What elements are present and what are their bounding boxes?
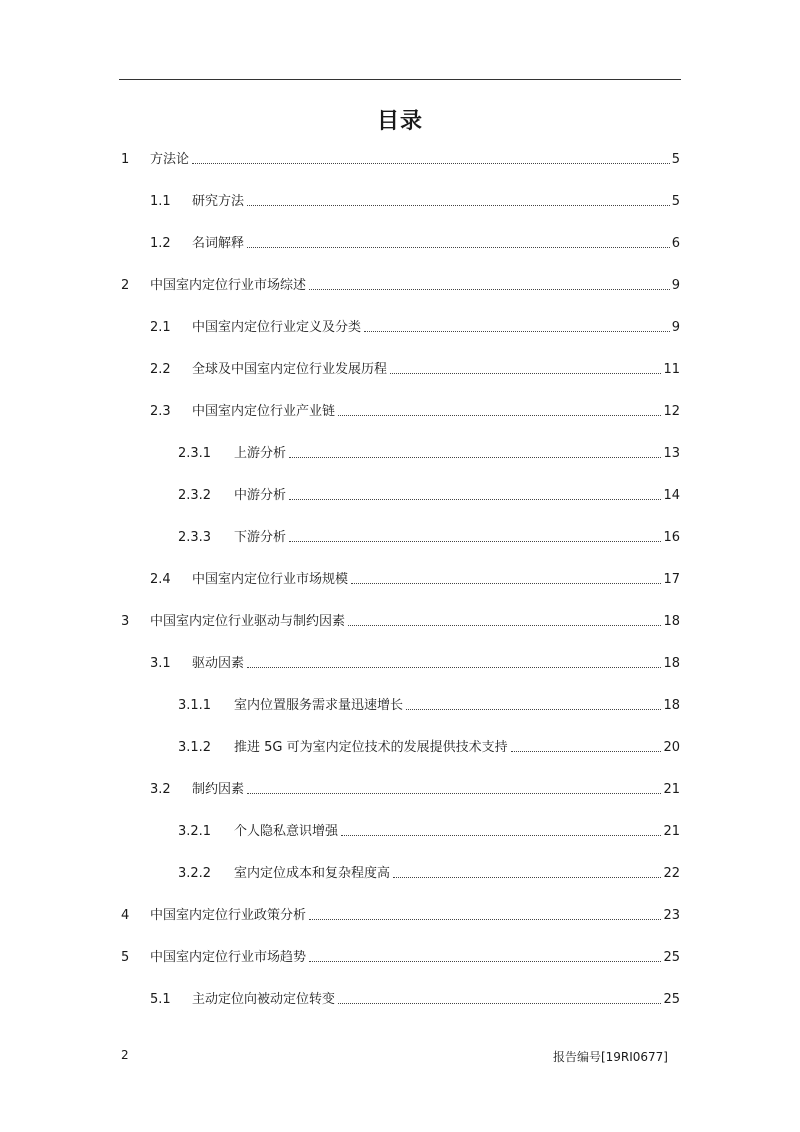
toc-leader-dots xyxy=(309,961,661,962)
toc-entry-number: 2.3.1 xyxy=(178,446,212,461)
header-rule xyxy=(119,79,681,80)
toc-leader-dots xyxy=(348,625,661,626)
toc-leader-dots xyxy=(309,289,670,290)
toc-entry[interactable] xyxy=(150,990,680,1010)
toc-entry-label: 上游分析 xyxy=(234,446,287,461)
toc-leader-dots xyxy=(338,415,661,416)
toc-entry-number: 3.2.1 xyxy=(178,824,212,839)
toc-entry[interactable] xyxy=(178,696,680,716)
toc-entry-label: 下游分析 xyxy=(234,530,287,545)
toc-entry[interactable] xyxy=(178,444,680,464)
toc-entry-number: 1.2 xyxy=(150,236,171,251)
toc-entry-page: 21 xyxy=(663,782,680,797)
toc-entry[interactable] xyxy=(178,864,680,884)
toc-entry-page: 22 xyxy=(663,866,680,881)
toc-entry-page: 16 xyxy=(663,530,680,545)
toc-entry-number: 3.1 xyxy=(150,656,171,671)
toc-entry-page: 14 xyxy=(663,488,680,503)
toc-leader-dots xyxy=(247,247,670,248)
toc-entry-label: 方法论 xyxy=(150,152,190,167)
toc-entry[interactable] xyxy=(150,318,680,338)
toc-entry[interactable] xyxy=(150,654,680,674)
toc-leader-dots xyxy=(351,583,661,584)
toc-entry[interactable] xyxy=(150,192,680,212)
toc-entry-page: 9 xyxy=(671,320,680,335)
toc-leader-dots xyxy=(338,1003,661,1004)
toc-entry-label: 全球及中国室内定位行业发展历程 xyxy=(192,362,388,377)
footer-page-number: 2 xyxy=(121,1048,129,1062)
toc-entry-page: 5 xyxy=(671,152,680,167)
toc-leader-dots xyxy=(309,919,661,920)
toc-entry[interactable] xyxy=(121,948,680,968)
toc-entry-label: 制约因素 xyxy=(192,782,245,797)
toc-entry-page: 20 xyxy=(663,740,680,755)
toc-entry-number: 3 xyxy=(121,614,130,629)
toc-entry-page: 25 xyxy=(663,950,680,965)
toc-title: 目录 xyxy=(376,109,423,134)
toc-entry-label: 中国室内定位行业市场规模 xyxy=(192,572,349,587)
toc-entry[interactable] xyxy=(121,612,680,632)
toc-entry-label: 中国室内定位行业定义及分类 xyxy=(192,320,362,335)
toc-entry-label: 推进 5G 可为室内定位技术的发展提供技术支持 xyxy=(234,740,508,755)
toc-entry-page: 25 xyxy=(663,992,680,1007)
toc-entry-label: 室内定位成本和复杂程度高 xyxy=(234,866,391,881)
toc-entry-number: 2.3.2 xyxy=(178,488,212,503)
toc-entry-label: 中国室内定位行业驱动与制约因素 xyxy=(150,614,346,629)
toc-entry-number: 2.2 xyxy=(150,362,171,377)
toc-entry-number: 2 xyxy=(121,278,130,293)
toc-entry[interactable] xyxy=(150,360,680,380)
toc-entry-page: 9 xyxy=(671,278,680,293)
toc-entry-number: 1 xyxy=(121,152,130,167)
footer-report-id: 报告编号[19RI0677] xyxy=(552,1050,668,1064)
toc-leader-dots xyxy=(247,793,661,794)
toc-entry-number: 3.2 xyxy=(150,782,171,797)
toc-entry-page: 13 xyxy=(663,446,680,461)
toc-entry-number: 5 xyxy=(121,950,130,965)
toc-leader-dots xyxy=(364,331,670,332)
toc-entry-number: 2.3.3 xyxy=(178,530,212,545)
toc-entry-number: 2.3 xyxy=(150,404,171,419)
toc-leader-dots xyxy=(511,751,661,752)
toc-entry[interactable] xyxy=(121,906,680,926)
toc-entry[interactable] xyxy=(121,276,680,296)
toc-entry[interactable] xyxy=(121,150,680,170)
toc-entry-page: 18 xyxy=(663,656,680,671)
toc-entry-label: 中国室内定位行业市场趋势 xyxy=(150,950,307,965)
toc-leader-dots xyxy=(192,163,670,164)
toc-entry-label: 中国室内定位行业产业链 xyxy=(192,404,336,419)
toc-entry[interactable] xyxy=(150,402,680,422)
toc-entry[interactable] xyxy=(178,822,680,842)
toc-entry-page: 5 xyxy=(671,194,680,209)
toc-leader-dots xyxy=(247,667,661,668)
toc-entry-page: 18 xyxy=(663,698,680,713)
toc-entry-label: 主动定位向被动定位转变 xyxy=(192,992,336,1007)
toc-leader-dots xyxy=(390,373,661,374)
toc-entry-label: 名词解释 xyxy=(192,236,245,251)
toc-entry-page: 21 xyxy=(663,824,680,839)
toc-entry-page: 23 xyxy=(663,908,680,923)
toc-entry-page: 17 xyxy=(663,572,680,587)
toc-entry-label: 室内位置服务需求量迅速增长 xyxy=(234,698,404,713)
toc-entry-label: 中国室内定位行业市场综述 xyxy=(150,278,307,293)
toc-entry[interactable] xyxy=(178,486,680,506)
toc-entry-number: 2.4 xyxy=(150,572,171,587)
toc-entry-number: 5.1 xyxy=(150,992,171,1007)
toc-entry-number: 3.2.2 xyxy=(178,866,212,881)
toc-entry[interactable] xyxy=(150,234,680,254)
toc-entry-label: 中游分析 xyxy=(234,488,287,503)
toc-entry-label: 驱动因素 xyxy=(192,656,245,671)
toc-entry[interactable] xyxy=(150,780,680,800)
toc-entry-number: 3.1.1 xyxy=(178,698,212,713)
toc-entry[interactable] xyxy=(178,528,680,548)
toc-entry-number: 3.1.2 xyxy=(178,740,212,755)
toc-entry-label: 个人隐私意识增强 xyxy=(234,824,339,839)
toc-entry-number: 1.1 xyxy=(150,194,171,209)
toc-leader-dots xyxy=(289,499,661,500)
toc-leader-dots xyxy=(406,709,661,710)
toc-entry-label: 中国室内定位行业政策分析 xyxy=(150,908,307,923)
toc-entry-page: 11 xyxy=(663,362,680,377)
toc-leader-dots xyxy=(341,835,661,836)
toc-entry-number: 4 xyxy=(121,908,130,923)
toc-leader-dots xyxy=(289,541,661,542)
toc-leader-dots xyxy=(393,877,661,878)
toc-entry-page: 18 xyxy=(663,614,680,629)
toc-entry[interactable] xyxy=(150,570,680,590)
toc-leader-dots xyxy=(289,457,661,458)
toc-entry-number: 2.1 xyxy=(150,320,171,335)
toc-entry-page: 12 xyxy=(663,404,680,419)
toc-entry[interactable] xyxy=(178,738,680,758)
toc-entry-label: 研究方法 xyxy=(192,194,245,209)
toc-leader-dots xyxy=(247,205,670,206)
toc-entry-page: 6 xyxy=(671,236,680,251)
